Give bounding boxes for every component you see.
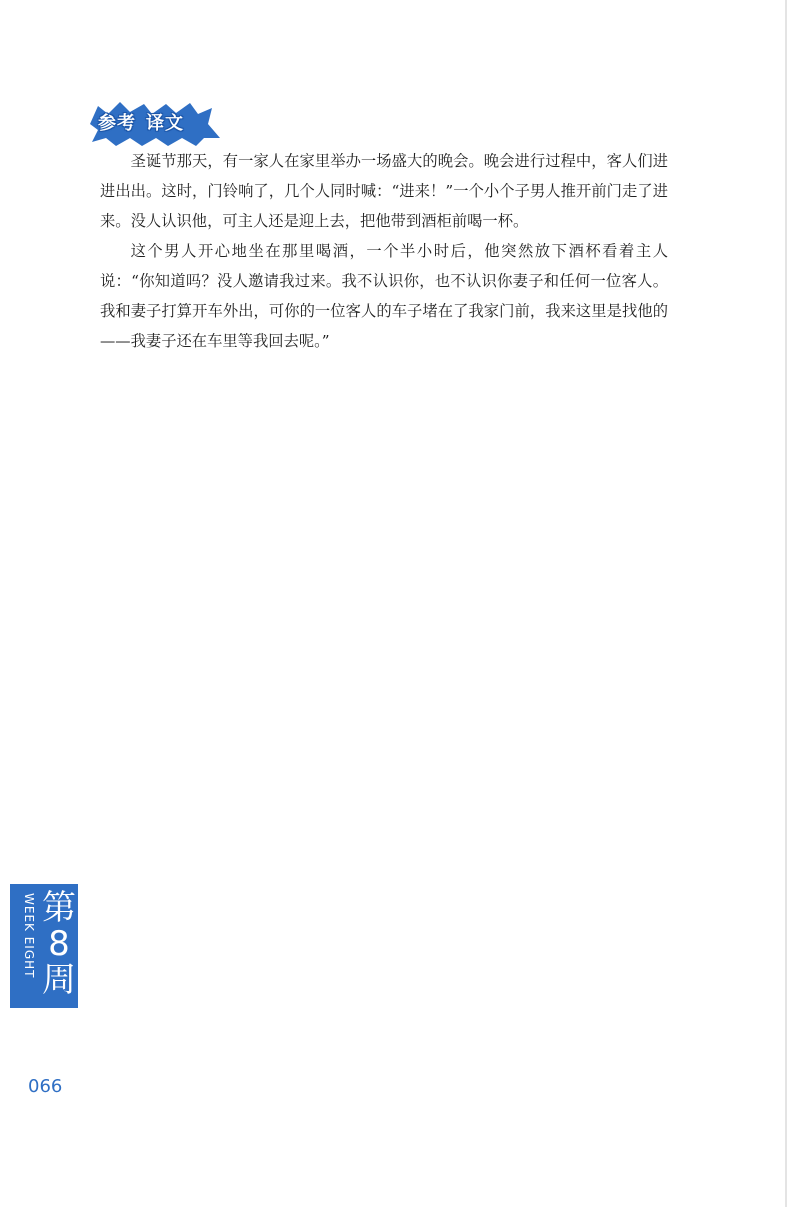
week-number-label [40, 890, 78, 998]
week-char-zhou: 周 [42, 960, 76, 1000]
heading-text [98, 109, 184, 135]
translation-body [100, 146, 668, 356]
week-english-label: WEEK EIGHT [22, 893, 36, 979]
week-side-tab [10, 884, 78, 1008]
week-char-di: 第 [42, 888, 76, 928]
paragraph-1: 圣诞节那天，有一家人在家里举办一场盛大的晚会。晚会进行过程中，客人们进进出出。这时，门铃响了，几个人同时喊：“进来！”一个小个子男人推开前门走了进来。没人认识他，可主人还是迎上去，把他带到酒柜前喝一杯。 [100, 152, 668, 230]
week-char-number: 8 [48, 924, 70, 964]
section-heading [86, 100, 226, 148]
paragraph-2: 这个男人开心地坐在那里喝酒，一个半小时后，他突然放下酒杯看着主人说：“你知道吗？没人邀请我过来。我不认识你，也不认识你妻子和任何一位客人。我和妻子打算开车外出，可你的一位客人的车子堵在了我家门前，我来这里是找他的——我妻子还在车里等我回去呢。” [100, 242, 668, 350]
heading-part-translation: 译文 [146, 113, 184, 134]
heading-part-reference: 参考 [98, 113, 136, 134]
page-number: 066 [28, 1076, 63, 1097]
page-edge-line [785, 0, 787, 1207]
